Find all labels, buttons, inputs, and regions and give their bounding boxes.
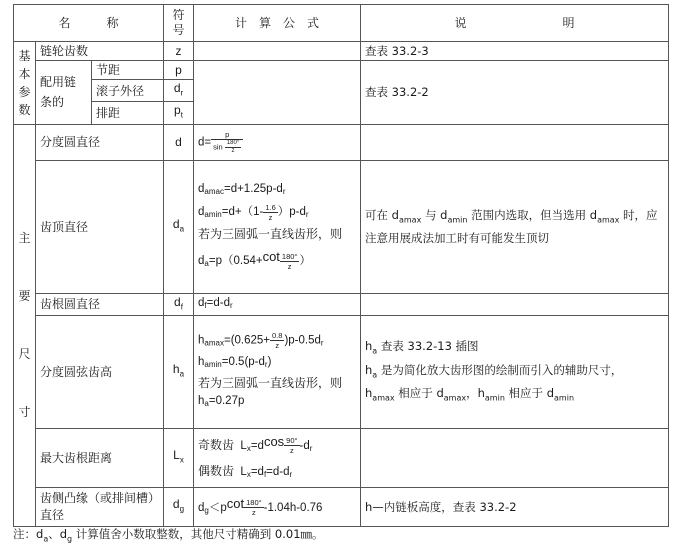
max-root-desc [361,429,669,488]
chain-formula [194,61,361,125]
chord-h-name: 分度圆弦齿高 [36,316,164,429]
chord-h-symbol: $h_a$ [164,316,194,429]
chain-desc: 查表 33.2-2 [361,61,669,125]
table-row [14,293,669,315]
table-row [14,160,669,293]
table-wrapper [13,4,669,527]
chain-sym-roller: $d_r$ [164,80,194,102]
chain-sym-row: $p_t$ [164,102,194,124]
main-group-label: 主 要 尺 寸 [14,124,36,526]
teeth-symbol: z [164,42,194,61]
tip-dia-desc: 可在 $d_{amax}$ 与 $d_{amin}$ 范围内选取，但当选用 $d_{amax}$ 时，应注意用展成法加工时有可能发生顶切 [361,160,669,293]
table-row [14,124,669,160]
header-symbol: 符号 [164,5,194,42]
tip-dia-formula: $d_{amac}=d+1.25p-d_r$ $d_{amin}=d+(1-$ $\frac{1.6}{z}$ ）$p-d_r$ 若为三圆弧一直线齿形，则 $d_a=p(0.54+\cot$ $\frac{180^\circ}{z}$ ） [194,160,361,293]
teeth-name: 链轮齿数 [36,42,164,61]
flank-symbol: $d_g$ [164,488,194,527]
max-root-formula: 奇数齿 $L_x=dcos$ $\frac{90^\circ}{z}$ $-d_r$ 偶数齿 $L_x=d_f=d-d_r$ [194,429,361,488]
table-row [14,61,669,80]
max-root-name: 最大齿根距离 [36,429,164,488]
pitch-dia-name: 分度圆直径 [36,124,164,160]
chord-h-formula: $h_{amax}=(0.625+$ $\frac{0.8}{z}$ )$p-0.5d_r$ $h_{amin}=0.5(p-d_r)$ 若为三圆弧一直线齿形，则 $h_a=0.27p$ [194,316,361,429]
chord-h-desc: $h_a$ 查表 33.2-13 插图 $h_a$ 是为简化放大齿形图的绘制而引入的辅助尺寸， $h_{amax}$ 相应于 $d_{amax}$，$h_{amin}$ 相应于 $d_{amin}$ [361,316,669,429]
flank-formula: $d_g<pcot$ $\frac{180^\circ}{z}$ -1.04h-0.76 [194,488,361,527]
pitch-dia-desc [361,124,669,160]
sprocket-dimension-table [13,4,669,527]
tip-dia-symbol: $d_a$ [164,160,194,293]
chain-label: 配用链条的 [36,61,92,125]
root-dia-formula: $d_f=d-d_r$ [194,293,361,315]
flank-name: 齿侧凸缘（或排间槽）直径 [36,488,164,527]
max-root-symbol: $L_x$ [164,429,194,488]
root-dia-desc [361,293,669,315]
chain-item-row: 排距 [92,102,164,124]
tip-dia-name: 齿顶直径 [36,160,164,293]
pitch-dia-symbol: d [164,124,194,160]
footnote: 注：$d_a$、$d_g$ 计算值舍小数取整数，其他尺寸精确到 0.01㎜。 [13,527,324,544]
header-desc: 说 明 [361,5,669,42]
chain-item-pitch: 节距 [92,61,164,80]
teeth-desc: 查表 33.2-3 [361,42,669,61]
table-row [14,429,669,488]
table-row [14,316,669,429]
flank-desc: h—内链板高度，查表 33.2-2 [361,488,669,527]
chain-item-roller: 滚子外径 [92,80,164,102]
root-dia-symbol: $d_f$ [164,293,194,315]
teeth-formula [194,42,361,61]
header-name: 名 称 [14,5,164,42]
table-row [14,42,669,61]
chain-sym-pitch: p [164,61,194,80]
header-row [14,5,669,42]
header-formula: 计 算 公 式 [194,5,361,42]
pitch-dia-formula: d= p sin $\frac{180^\circ}{z}$ [194,124,361,160]
table-row [14,488,669,527]
basic-group-label: 基 本 参 数 [14,42,36,125]
root-dia-name: 齿根圆直径 [36,293,164,315]
